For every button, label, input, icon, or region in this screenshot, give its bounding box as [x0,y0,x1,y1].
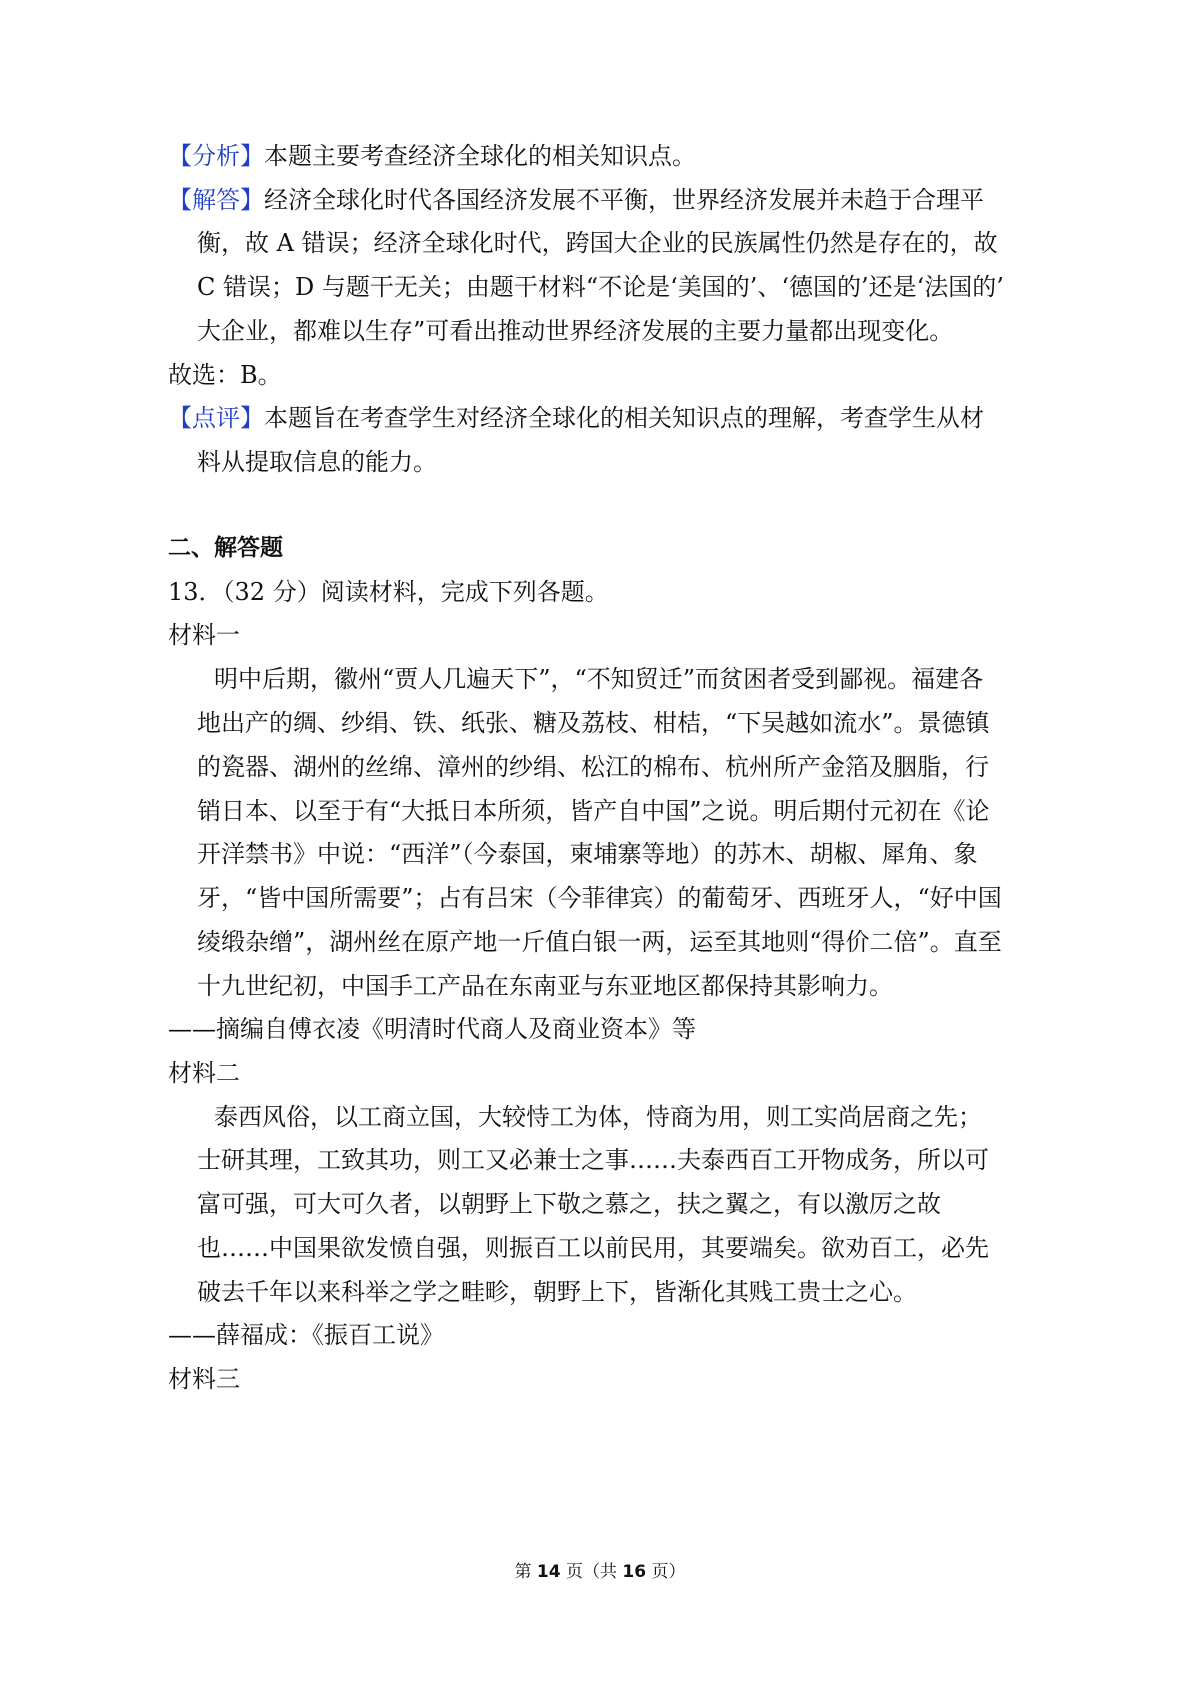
footer-page-number: 14 [536,1562,561,1582]
answer-choice: 故选：B。 [168,361,282,389]
analysis-text: 本题主要考查经济全球化的相关知识点。 [264,142,696,170]
material2-line-4: 也……中国果欲发愤自强，则振百工以前民用，其要端矣。欲劝百工，必先 [197,1234,989,1262]
analysis-line [168,140,696,172]
material1-line-5: 开洋禁书》中说：“西洋”（今泰国，柬埔寨等地）的苏木、胡椒、犀角、象 [197,840,978,868]
answer-line-3: C 错误；D 与题干无关；由题干材料“不论是‘美国的’、‘德国的’还是‘法国的’ [197,273,1004,301]
material2-source: ——薛福成：《振百工说》 [168,1321,444,1349]
page-footer [0,1560,1200,1584]
material2-line-2: 士研其理，工致其功，则工又必兼士之事……夫泰西百工开物成务，所以可 [197,1146,989,1174]
material1-line-4: 销日本、以至于有“大抵日本所须，皆产自中国”之说。明后期付元初在《论 [197,797,990,825]
tag-fenxi: 【分析】 [168,142,264,170]
material3-label: 材料三 [168,1365,240,1393]
material2-label: 材料二 [168,1059,240,1087]
footer-prefix: 第 [514,1562,532,1582]
answer-line-2: 衡，故 A 错误；经济全球化时代，跨国大企业的民族属性仍然是存在的，故 [197,229,998,257]
material1-label: 材料一 [168,621,240,649]
material1-line-6: 牙，“皆中国所需要”；占有吕宋（今菲律宾）的葡萄牙、西班牙人，“好中国 [197,884,1002,912]
answer-line-4: 大企业，都难以生存”可看出推动世界经济发展的主要力量都出现变化。 [197,317,954,345]
material1-source: ——摘编自傅衣凌《明清时代商人及商业资本》等 [168,1015,696,1043]
question-13: 13．（32 分）阅读材料，完成下列各题。 [168,578,609,606]
footer-suffix: 页） [651,1562,686,1582]
section-title: 二、解答题 [168,535,283,561]
material1-line-2: 地出产的绸、纱绢、铁、纸张、糖及荔枝、柑桔，“下吴越如流水”。景德镇 [197,709,990,737]
material2-line-3: 富可强，可大可久者，以朝野上下敬之慕之，扶之翼之，有以激厉之故 [197,1190,941,1218]
material1-line-8: 十九世纪初，中国手工产品在东南亚与东亚地区都保持其影响力。 [197,972,893,1000]
material2-line-5: 破去千年以来科举之学之畦畛，朝野上下，皆渐化其贱工贵士之心。 [197,1278,917,1306]
footer-middle: 页（共 [566,1562,617,1582]
answer-line-1 [168,184,984,216]
material1-line-3: 的瓷器、湖州的丝绵、漳州的纱绢、松江的棉布、杭州所产金箔及胭脂，行 [197,753,989,781]
material1-line-7: 绫缎杂缯”，湖州丝在原产地一斤值白银一两，运至其地则“得价二倍”。直至 [197,928,1002,956]
footer-total-pages: 16 [622,1562,647,1582]
material2-line-1: 泰西风俗，以工商立国，大较恃工为体，恃商为用，则工实尚居商之先； [214,1103,982,1131]
tag-jieda: 【解答】 [168,186,264,214]
jieda-text-1: 经济全球化时代各国经济发展不平衡，世界经济发展并未趋于合理平 [264,186,984,214]
material1-line-1: 明中后期，徽州“贾人几遍天下”，“不知贸迁”而贫困者受到鄙视。福建各 [214,665,984,693]
dianping-text-1: 本题旨在考查学生对经济全球化的相关知识点的理解，考查学生从材 [264,404,984,432]
comment-line-2: 料从提取信息的能力。 [197,448,437,476]
comment-line-1 [168,402,984,434]
tag-dianping: 【点评】 [168,404,264,432]
